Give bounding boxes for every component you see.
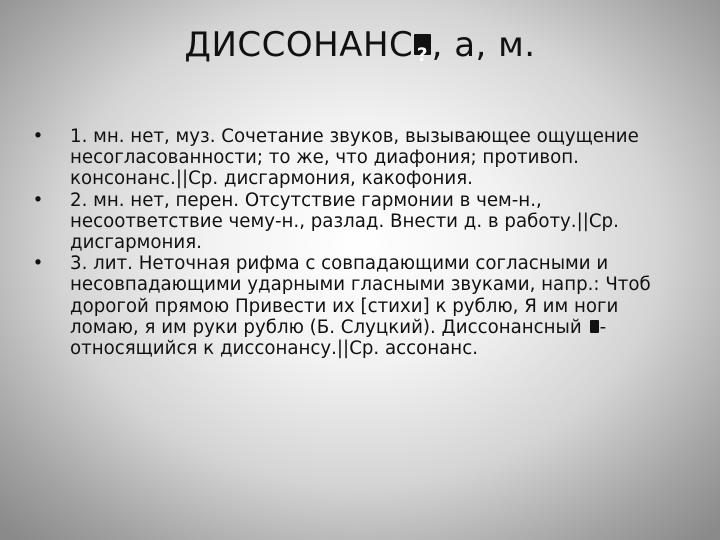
missing-glyph-icon [414, 34, 430, 55]
bullet-icon: • [32, 126, 44, 147]
bullet-icon: • [32, 253, 44, 275]
title-grammar: , а, м. [431, 25, 536, 65]
slide-title [0, 22, 720, 68]
definition-text-end: - относящийся к диссонансу.||Ср. ассонанс. [70, 316, 607, 360]
missing-glyph-icon [590, 320, 599, 333]
definition-item-3 [28, 253, 688, 359]
definition-list [28, 126, 688, 359]
definition-item-1 [28, 126, 688, 190]
definition-text: 1. мн. нет, муз. Сочетание звуков, вызывающее ощущение несогласованности; то же, что диафония; противоп. консонанс.||Ср. дисгармония, какофония. [70, 126, 639, 190]
definition-text: 2. мн. нет, перен. Отсутствие гармонии в чем-н., несоответствие чему-н., разлад. Внести д. в работу.||Ср. дисгармония. [70, 189, 619, 254]
title-headword: ДИССОНАНС [184, 25, 414, 65]
bullet-icon: • [32, 189, 44, 211]
definition-item-2 [28, 190, 688, 254]
definition-text-start: 3. лит. Неточная рифма с совпадающими согласными и несовпадающими ударными гласными звуками, напр.: Чтоб дорогой прямою Привести их [стихи] к рублю, Я им ноги ломаю, я им руки рублю (Б. Слуцкий). Диссонансный [70, 253, 651, 338]
